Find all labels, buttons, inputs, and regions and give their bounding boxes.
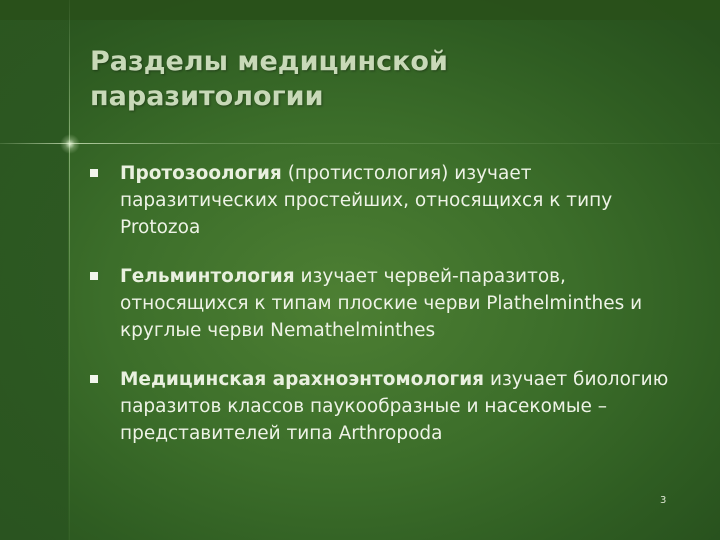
slide-title: Разделы медицинской паразитологии [90, 46, 448, 112]
light-flare-decor [60, 134, 80, 154]
bullet-list [90, 160, 690, 469]
bullet-term: Медицинская арахноэнтомология [120, 369, 485, 390]
list-item [90, 160, 690, 241]
square-bullet-icon [90, 169, 98, 177]
bullet-term: Гельминтология [120, 266, 295, 287]
bullet-term: Протозоология [120, 163, 282, 184]
square-bullet-icon [90, 375, 98, 383]
list-item [90, 366, 690, 447]
top-decor-band [0, 0, 720, 20]
list-item [90, 263, 690, 344]
vertical-decor-line [69, 0, 70, 540]
left-decor-band [0, 0, 68, 540]
bullet-text: изучает биологию паразитов классов паукообразные и насекомые – представителей типа Arthropoda [120, 369, 669, 444]
horizontal-decor-line [0, 143, 720, 144]
bullet-text: (протистология) изучает паразитических простейших, относящихся к типу Protozoa [120, 163, 613, 238]
square-bullet-icon [90, 272, 98, 280]
page-number: 3 [660, 495, 667, 506]
bullet-text: изучает червей-паразитов, относящихся к типам плоские черви Plathelminthes и круглые черви Nemathelminthes [120, 266, 643, 341]
